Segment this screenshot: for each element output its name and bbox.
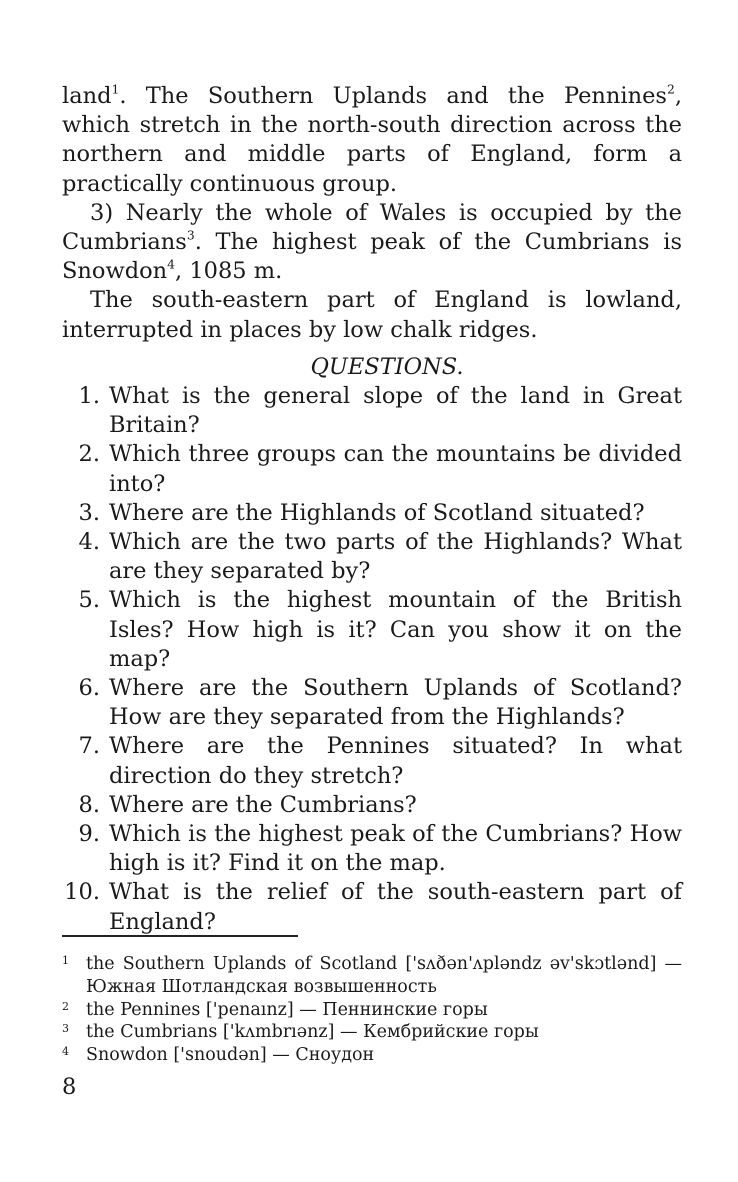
question-number: 6. <box>78 675 100 702</box>
question-item <box>62 382 682 440</box>
paragraph-text: The south-eastern part of England is lowland, interrupted in places by low chalk ridges. <box>62 287 682 343</box>
footnote-separator <box>62 935 298 937</box>
question-item <box>62 732 682 790</box>
question-text: Which is the highest peak of the Cumbrians? How high is it? Find it on the map. <box>109 821 682 877</box>
question-number: 4. <box>78 529 100 556</box>
footnote <box>62 1044 682 1067</box>
paragraphs <box>62 82 682 345</box>
footnotes <box>62 953 682 1067</box>
footnote-number: 4 <box>62 1045 69 1059</box>
question-item <box>62 820 682 878</box>
main-text <box>62 82 682 937</box>
question-number: 1. <box>78 383 100 410</box>
questions-list <box>62 382 682 937</box>
footnote-marker: 1 <box>111 82 120 97</box>
paragraph <box>62 286 682 344</box>
question-item <box>62 674 682 732</box>
question-number: 9. <box>78 821 100 848</box>
question-text: Which is the highest mountain of the British Isles? How high is it? Can you show it on the map? <box>109 587 682 672</box>
question-text: Where are the Pennines situated? In what direction do they stretch? <box>109 733 682 789</box>
footnote-text: Snowdon ['snoudən] — Сноудон <box>86 1045 375 1066</box>
question-number: 7. <box>78 733 100 760</box>
question-text: Where are the Highlands of Scotland situated? <box>109 499 645 526</box>
paragraph <box>62 82 682 199</box>
footnote-number: 1 <box>62 954 69 967</box>
question-text: Where are the Southern Uplands of Scotland? How are they separated from the Highlands? <box>109 675 682 731</box>
footnote <box>62 1021 682 1044</box>
page-number: 8 <box>62 1074 77 1100</box>
question-number: 10. <box>64 879 100 906</box>
paragraph-text: 3) Nearly the whole of Wales is occupied by the Cumbrians <box>62 199 682 256</box>
question-number: 2. <box>78 441 100 468</box>
footnote-text: the Pennines ['penaınz] — Пеннинские горы <box>86 999 488 1020</box>
question-number: 5. <box>78 587 100 614</box>
footnote-marker: 4 <box>167 257 176 272</box>
question-number: 8. <box>78 791 100 818</box>
paragraph <box>62 199 682 287</box>
footnote-number: 3 <box>62 1022 69 1036</box>
footnote-marker: 2 <box>666 82 675 97</box>
question-text: What is the relief of the south-eastern part of England? <box>109 879 682 935</box>
paragraph-text: land <box>62 83 112 109</box>
footnote-text: the Southern Uplands of Scotland ['sʌðən'ʌpləndz əv'skɔtlənd] — Южная Шотландская возвышенность <box>86 954 682 997</box>
question-text: Which three groups can the mountains be divided into? <box>109 441 682 497</box>
paragraph-text: , which stretch in the north-south direction across the northern and middle parts of England, form a practically continuous group. <box>62 83 682 197</box>
question-item <box>62 791 682 820</box>
question-item <box>62 586 682 674</box>
footnote-number: 2 <box>62 999 69 1013</box>
footnote <box>62 953 682 999</box>
paragraph-text: , 1085 m. <box>175 258 283 285</box>
question-item <box>62 499 682 528</box>
question-item <box>62 440 682 498</box>
footnote-text: the Cumbrians ['kʌmbrıənz] — Кембрийские горы <box>86 1022 539 1043</box>
footnote <box>62 999 682 1022</box>
question-item <box>62 878 682 936</box>
footnote-marker: 3 <box>186 228 195 243</box>
question-text: What is the general slope of the land in Great Britain? <box>109 383 682 439</box>
question-number: 3. <box>78 499 100 526</box>
paragraph-text: . The highest peak of the Cumbrians is Snowdon <box>62 229 682 285</box>
questions-heading: QUESTIONS. <box>310 353 464 380</box>
question-item <box>62 528 682 586</box>
question-text: Where are the Cumbrians? <box>109 791 417 818</box>
question-text: Which are the two parts of the Highlands? What are they separated by? <box>109 529 682 585</box>
paragraph-text: . The Southern Uplands and the Pennines <box>119 83 667 109</box>
